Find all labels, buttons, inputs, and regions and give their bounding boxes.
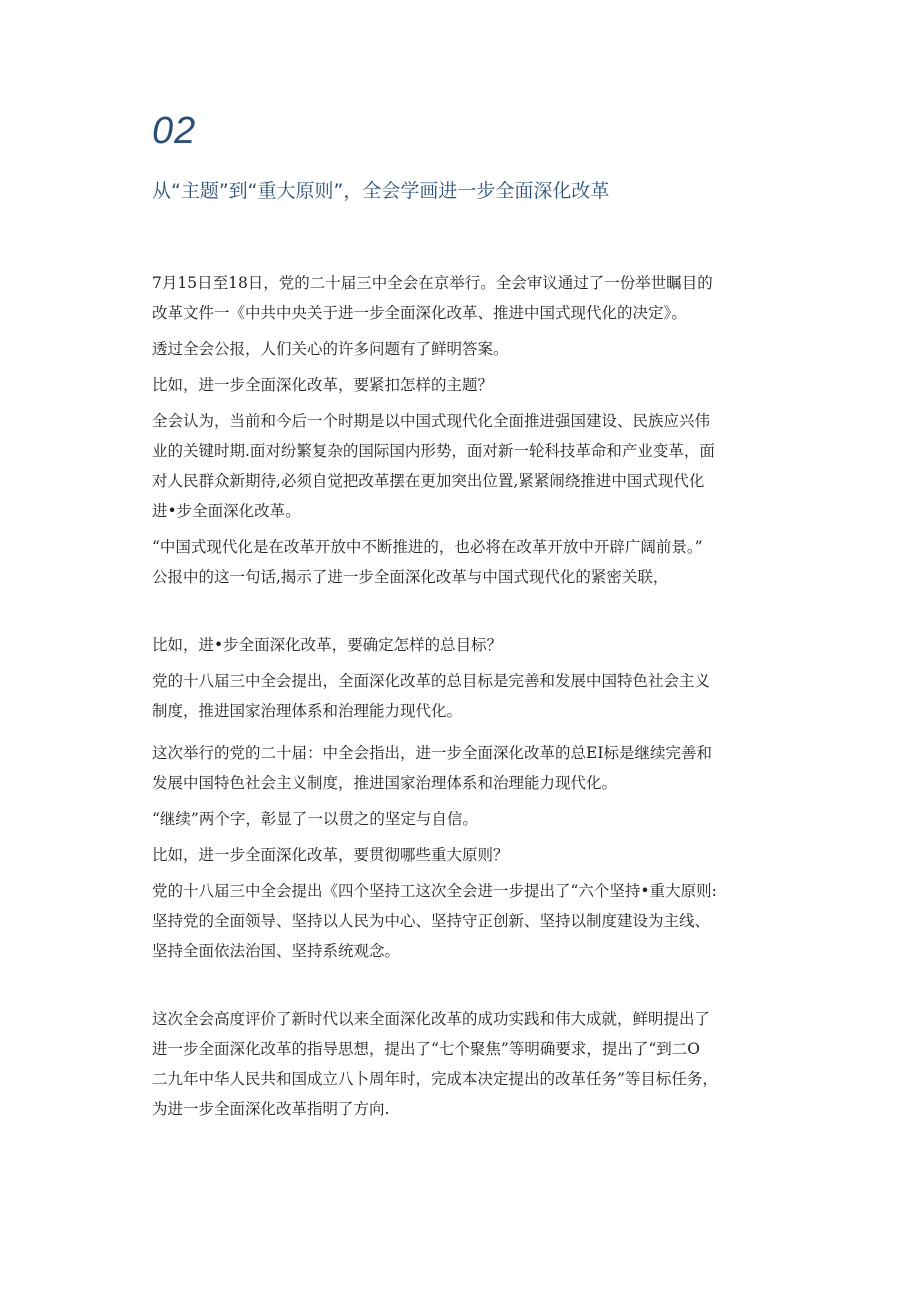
paragraph-20th-goal: [152, 738, 782, 798]
text-line: 这次举行的党的二十届：中全会指出，进一步全面深化改革的总EI标是继续完善和: [152, 744, 712, 762]
text-line: “中国式现代化是在改革开放中不断推进的，也必将在改革开放中开辟广阔前景。”: [152, 538, 703, 556]
text-line: 发展中国特色社会主义制度，推进国家治理体系和治理能力现代化。: [152, 774, 618, 792]
text-line: “继续”两个字，彰显了一以贯之的坚定与自信。: [152, 810, 478, 828]
text-line: 业的关键时期.面对纷繁复杂的国际国内形势，面对新一轮科技革命和产业变革，面: [152, 442, 715, 460]
text-line: 7月15日至18日，党的二十届三中全会在京举行。全会审议通过了一份举世瞩目的: [152, 274, 713, 292]
text-line: 党的十八届三中全会提出，全面深化改革的总目标是完善和发展中国特色社会主义: [152, 672, 711, 690]
paragraph-question-goal: [152, 630, 782, 660]
text-line: 坚持全面依法治国、坚持系统观念。: [152, 942, 401, 960]
text-line: 进一步全面深化改革的指导思想，提出了“七个聚焦”等明确要求，提出了“到二O: [152, 1040, 700, 1058]
article-body: [152, 268, 782, 1124]
paragraph-conclusion: [152, 1004, 782, 1124]
text-line: 二九年中华人民共和国成立八卜周年时，完成本决定提出的改革任务”等目标任务，: [152, 1070, 718, 1088]
text-line: 比如，进一步全面深化改革，要贯彻哪些重大原则？: [152, 846, 509, 864]
section-title: 从“主题”到“重大原则”，全会学画进一步全面深化改革: [152, 180, 610, 202]
text-line: 透过全会公报，人们关心的许多问题有了鲜明答案。: [152, 340, 509, 358]
text-line: 党的十八届三中全会提出《四个坚持工这次全会进一步提出了“六个坚持•重大原则:: [152, 882, 717, 900]
text-line: 改革文件一《中共中央关于进一步全面深化改革、推进中国式现代化的决定》。: [152, 304, 687, 322]
text-line: 公报中的这一句话,揭示了进一步全面深化改革与中国式现代化的紧密关联，: [152, 568, 669, 586]
text-line: 进•步全面深化改革。: [152, 502, 301, 520]
paragraph-answer-theme: [152, 406, 782, 526]
paragraph-18th-goal: [152, 666, 782, 726]
paragraph-communique: [152, 334, 782, 364]
text-line: 这次全会高度评价了新时代以来全面深化改革的成功实践和伟大成就，鲜明提出了: [152, 1010, 711, 1028]
text-line: 比如，进•步全面深化改革，要确定怎样的总目标？: [152, 636, 503, 654]
text-line: 坚持党的全面领导、坚持以人民为中心、坚持守正创新、坚持以制度建设为主线、: [152, 912, 711, 930]
text-line: 全会认为，当前和今后一个时期是以中国式现代化全面推进强国建设、民族应兴伟: [152, 412, 711, 430]
paragraph-question-theme: [152, 370, 782, 400]
text-line: 比如，进一步全面深化改革，要紧扣怎样的主题？: [152, 376, 494, 394]
paragraph-quote: [152, 532, 782, 592]
text-line: 制度，推进国家治理体系和治理能力现代化。: [152, 702, 463, 720]
paragraph-continue: [152, 804, 782, 834]
paragraph-meeting-intro: [152, 268, 782, 328]
text-line: 对人民群众新期待,必须自觉把改革摆在更加突出位置,紧紧闹绕推进中国式现代化: [152, 472, 705, 490]
section-number: 02: [152, 110, 197, 152]
paragraph-principles: [152, 876, 782, 966]
paragraph-question-principles: [152, 840, 782, 870]
text-line: 为进一步全面深化改革指明了方向.: [152, 1100, 390, 1118]
